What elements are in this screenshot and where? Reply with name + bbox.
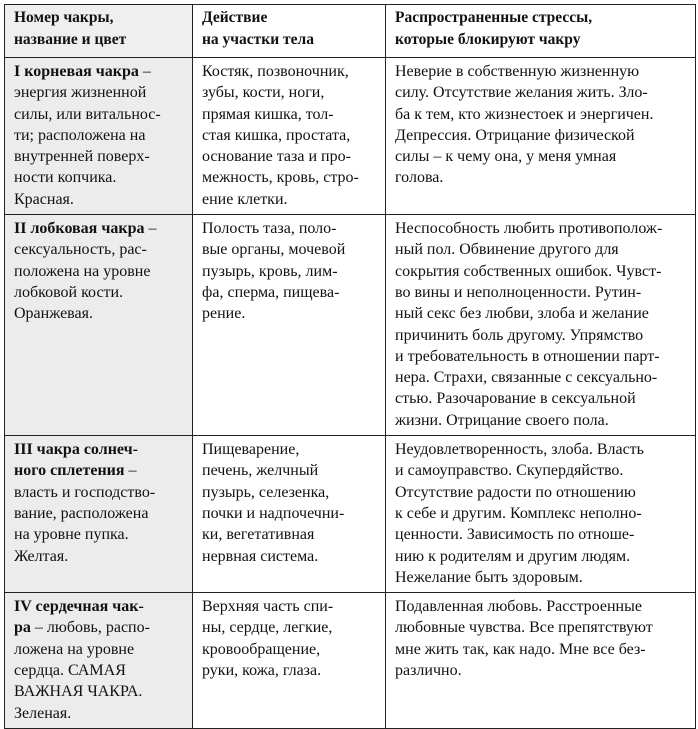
chakra-description: власть и господство-	[14, 483, 156, 501]
stress-line: ба к тем, кто жизнестоек и энергичен.	[395, 105, 654, 123]
body-action-line: нервная система.	[202, 547, 319, 565]
chakra-name-line	[14, 524, 192, 545]
body-action-line: Костяк, позвоночник,	[202, 63, 349, 80]
cell-chakra-name	[5, 58, 193, 215]
chakra-description: –	[144, 220, 157, 238]
table-row	[5, 58, 696, 215]
body-action-line: ны, сердце, легкие,	[202, 619, 333, 637]
chakra-name-line	[14, 703, 192, 724]
chakra-name-line	[14, 303, 192, 324]
chakra-title: III чакра солнеч-	[14, 441, 138, 459]
chakra-title: ра	[14, 619, 31, 637]
chakra-name-line	[14, 61, 192, 82]
chakra-description: ности копчика.	[14, 169, 117, 187]
stress-line: стью. Разочарование в сексуальной	[395, 390, 636, 408]
chakra-description: ВАЖНАЯ ЧАКРА.	[14, 683, 143, 701]
chakra-description: Оранжевая.	[14, 305, 93, 323]
stress-line: причинить боль другому. Упрямство	[395, 326, 644, 344]
chakra-name-line	[14, 261, 192, 282]
stress-line: и самоуправство. Скупердяйство.	[395, 462, 624, 480]
chakra-name-line	[14, 439, 192, 460]
chakra-name-line	[14, 460, 192, 481]
stress-line: и требовательность в отношении парт-	[395, 347, 660, 365]
body-action-line: печень, желчный	[202, 462, 319, 480]
chakra-name-line	[14, 639, 192, 660]
chakra-description: вание, расположена	[14, 504, 149, 522]
chakra-description: Красная.	[14, 190, 74, 208]
chakra-title: I корневая чакра	[14, 63, 139, 80]
cell-chakra-name	[5, 436, 193, 593]
stress-line: Депрессия. Отрицание физической	[395, 126, 635, 144]
header-body-action: Действие на участки тела	[193, 5, 386, 58]
chakra-description: Желтая.	[14, 547, 69, 565]
cell-body-action	[193, 58, 386, 215]
stress-line: к себе и другим. Комплекс неполно-	[395, 504, 642, 522]
body-action-line: фа, сперма, пищева-	[202, 283, 340, 301]
body-action-line: Полость таза, поло-	[202, 220, 337, 238]
chakra-description: –	[124, 462, 137, 480]
table-row	[5, 215, 696, 436]
stress-line: сокрытия собственных ошибок. Чувст-	[395, 262, 662, 280]
chakra-name-line	[14, 546, 192, 567]
chakra-name-line	[14, 239, 192, 260]
chakra-name-line	[14, 125, 192, 146]
body-action-line: вые органы, мочевой	[202, 241, 346, 259]
chakra-name-line	[14, 189, 192, 210]
chakra-name-line	[14, 104, 192, 125]
chakra-description: Зеленая.	[14, 704, 72, 722]
table-row	[5, 593, 696, 729]
body-action-line: Верхняя часть спи-	[202, 598, 334, 616]
chakra-description: энергия жизненной	[14, 84, 147, 102]
chakra-name-line	[14, 167, 192, 188]
chakra-title: IV сердечная чак-	[14, 598, 144, 616]
chakra-description: внутренней поверх-	[14, 148, 150, 166]
stress-line: Подавленная любовь. Расстроенные	[395, 598, 642, 616]
chakra-description: –	[138, 63, 151, 80]
stress-line: нера. Страхи, связанные с сексуально-	[395, 369, 658, 387]
cell-chakra-name	[5, 215, 193, 436]
stress-line: голова.	[395, 169, 444, 187]
header-stresses: Распространенные стрессы, которые блокируют чакру	[386, 5, 696, 58]
stress-line: нию к родителям и другим людям.	[395, 547, 631, 565]
cell-body-action	[193, 215, 386, 436]
chakra-name-line	[14, 503, 192, 524]
body-action-line: пузырь, селезенка,	[202, 483, 330, 501]
cell-stresses	[386, 593, 696, 729]
cell-chakra-name	[5, 593, 193, 729]
chakra-table	[4, 4, 696, 729]
header-chakra-name: Номер чакры, название и цвет	[5, 5, 193, 58]
stress-line: силу. Отсутствие желания жить. Зло-	[395, 84, 648, 102]
body-action-line: кровообращение,	[202, 640, 321, 658]
chakra-name-line	[14, 482, 192, 503]
header-row	[5, 5, 696, 58]
chakra-name-line	[14, 146, 192, 167]
chakra-name-line	[14, 282, 192, 303]
stress-line: силы – к чему она, у меня умная	[395, 148, 617, 166]
stress-line: Отсутствие радости по отношению	[395, 483, 636, 501]
stress-line: различно.	[395, 662, 462, 680]
body-action-line: почки и надпочечни-	[202, 504, 345, 522]
body-action-line: основание таза и про-	[202, 148, 351, 166]
cell-body-action	[193, 593, 386, 729]
cell-stresses	[386, 436, 696, 593]
body-action-line: пузырь, кровь, лим-	[202, 262, 338, 280]
body-action-line: межность, кровь, стро-	[202, 169, 359, 187]
stress-line: жизни. Отрицание своего пола.	[395, 411, 609, 429]
chakra-description: сердца. САМАЯ	[14, 662, 126, 680]
chakra-name-line	[14, 681, 192, 702]
stress-line: ный секс без любви, злоба и желание	[395, 305, 649, 323]
body-action-line: Пищеварение,	[202, 441, 300, 459]
body-action-line: рение.	[202, 305, 246, 323]
stress-line: Неверие в собственную жизненную	[395, 63, 640, 80]
stress-line: любовные чувства. Все препятствуют	[395, 619, 653, 637]
stress-line: Нежелание быть здоровым.	[395, 568, 583, 586]
chakra-description: ложена на уровне	[14, 640, 135, 658]
chakra-title: ного сплетения	[14, 462, 125, 480]
body-action-line: ение клетки.	[202, 190, 288, 208]
chakra-name-line	[14, 660, 192, 681]
cell-stresses	[386, 215, 696, 436]
body-action-line: прямая кишка, тол-	[202, 105, 334, 123]
chakra-description: силы, или витальнос-	[14, 105, 161, 123]
cell-stresses	[386, 58, 696, 215]
stress-line: мне жить так, как надо. Мне все без-	[395, 640, 646, 658]
cell-body-action	[193, 436, 386, 593]
chakra-description: – любовь, распо-	[30, 619, 150, 637]
chakra-description: на уровне пупка.	[14, 526, 129, 544]
stress-line: ценности. Зависимость по отноше-	[395, 526, 635, 544]
stress-line: во вины и неполноценности. Рутин-	[395, 283, 642, 301]
table-body	[5, 58, 696, 729]
body-action-line: ки, вегетативная	[202, 526, 315, 544]
chakra-description: ти; расположена на	[14, 126, 146, 144]
chakra-name-line	[14, 596, 192, 617]
body-action-line: руки, кожа, глаза.	[202, 662, 322, 680]
chakra-name-line	[14, 617, 192, 638]
chakra-description: лобковой кости.	[14, 283, 124, 301]
body-action-line: зубы, кости, ноги,	[202, 84, 325, 102]
chakra-description: положена на уровне	[14, 262, 151, 280]
table-row	[5, 436, 696, 593]
stress-line: ный пол. Обвинение другого для	[395, 241, 619, 259]
chakra-name-line	[14, 218, 192, 239]
stress-line: Неудовлетворенность, злоба. Власть	[395, 441, 644, 459]
chakra-title: II лобковая чакра	[14, 220, 145, 238]
chakra-description: сексуальность, рас-	[14, 241, 147, 259]
body-action-line: стая кишка, простата,	[202, 126, 351, 144]
stress-line: Неспособность любить противополож-	[395, 220, 663, 238]
chakra-name-line	[14, 82, 192, 103]
